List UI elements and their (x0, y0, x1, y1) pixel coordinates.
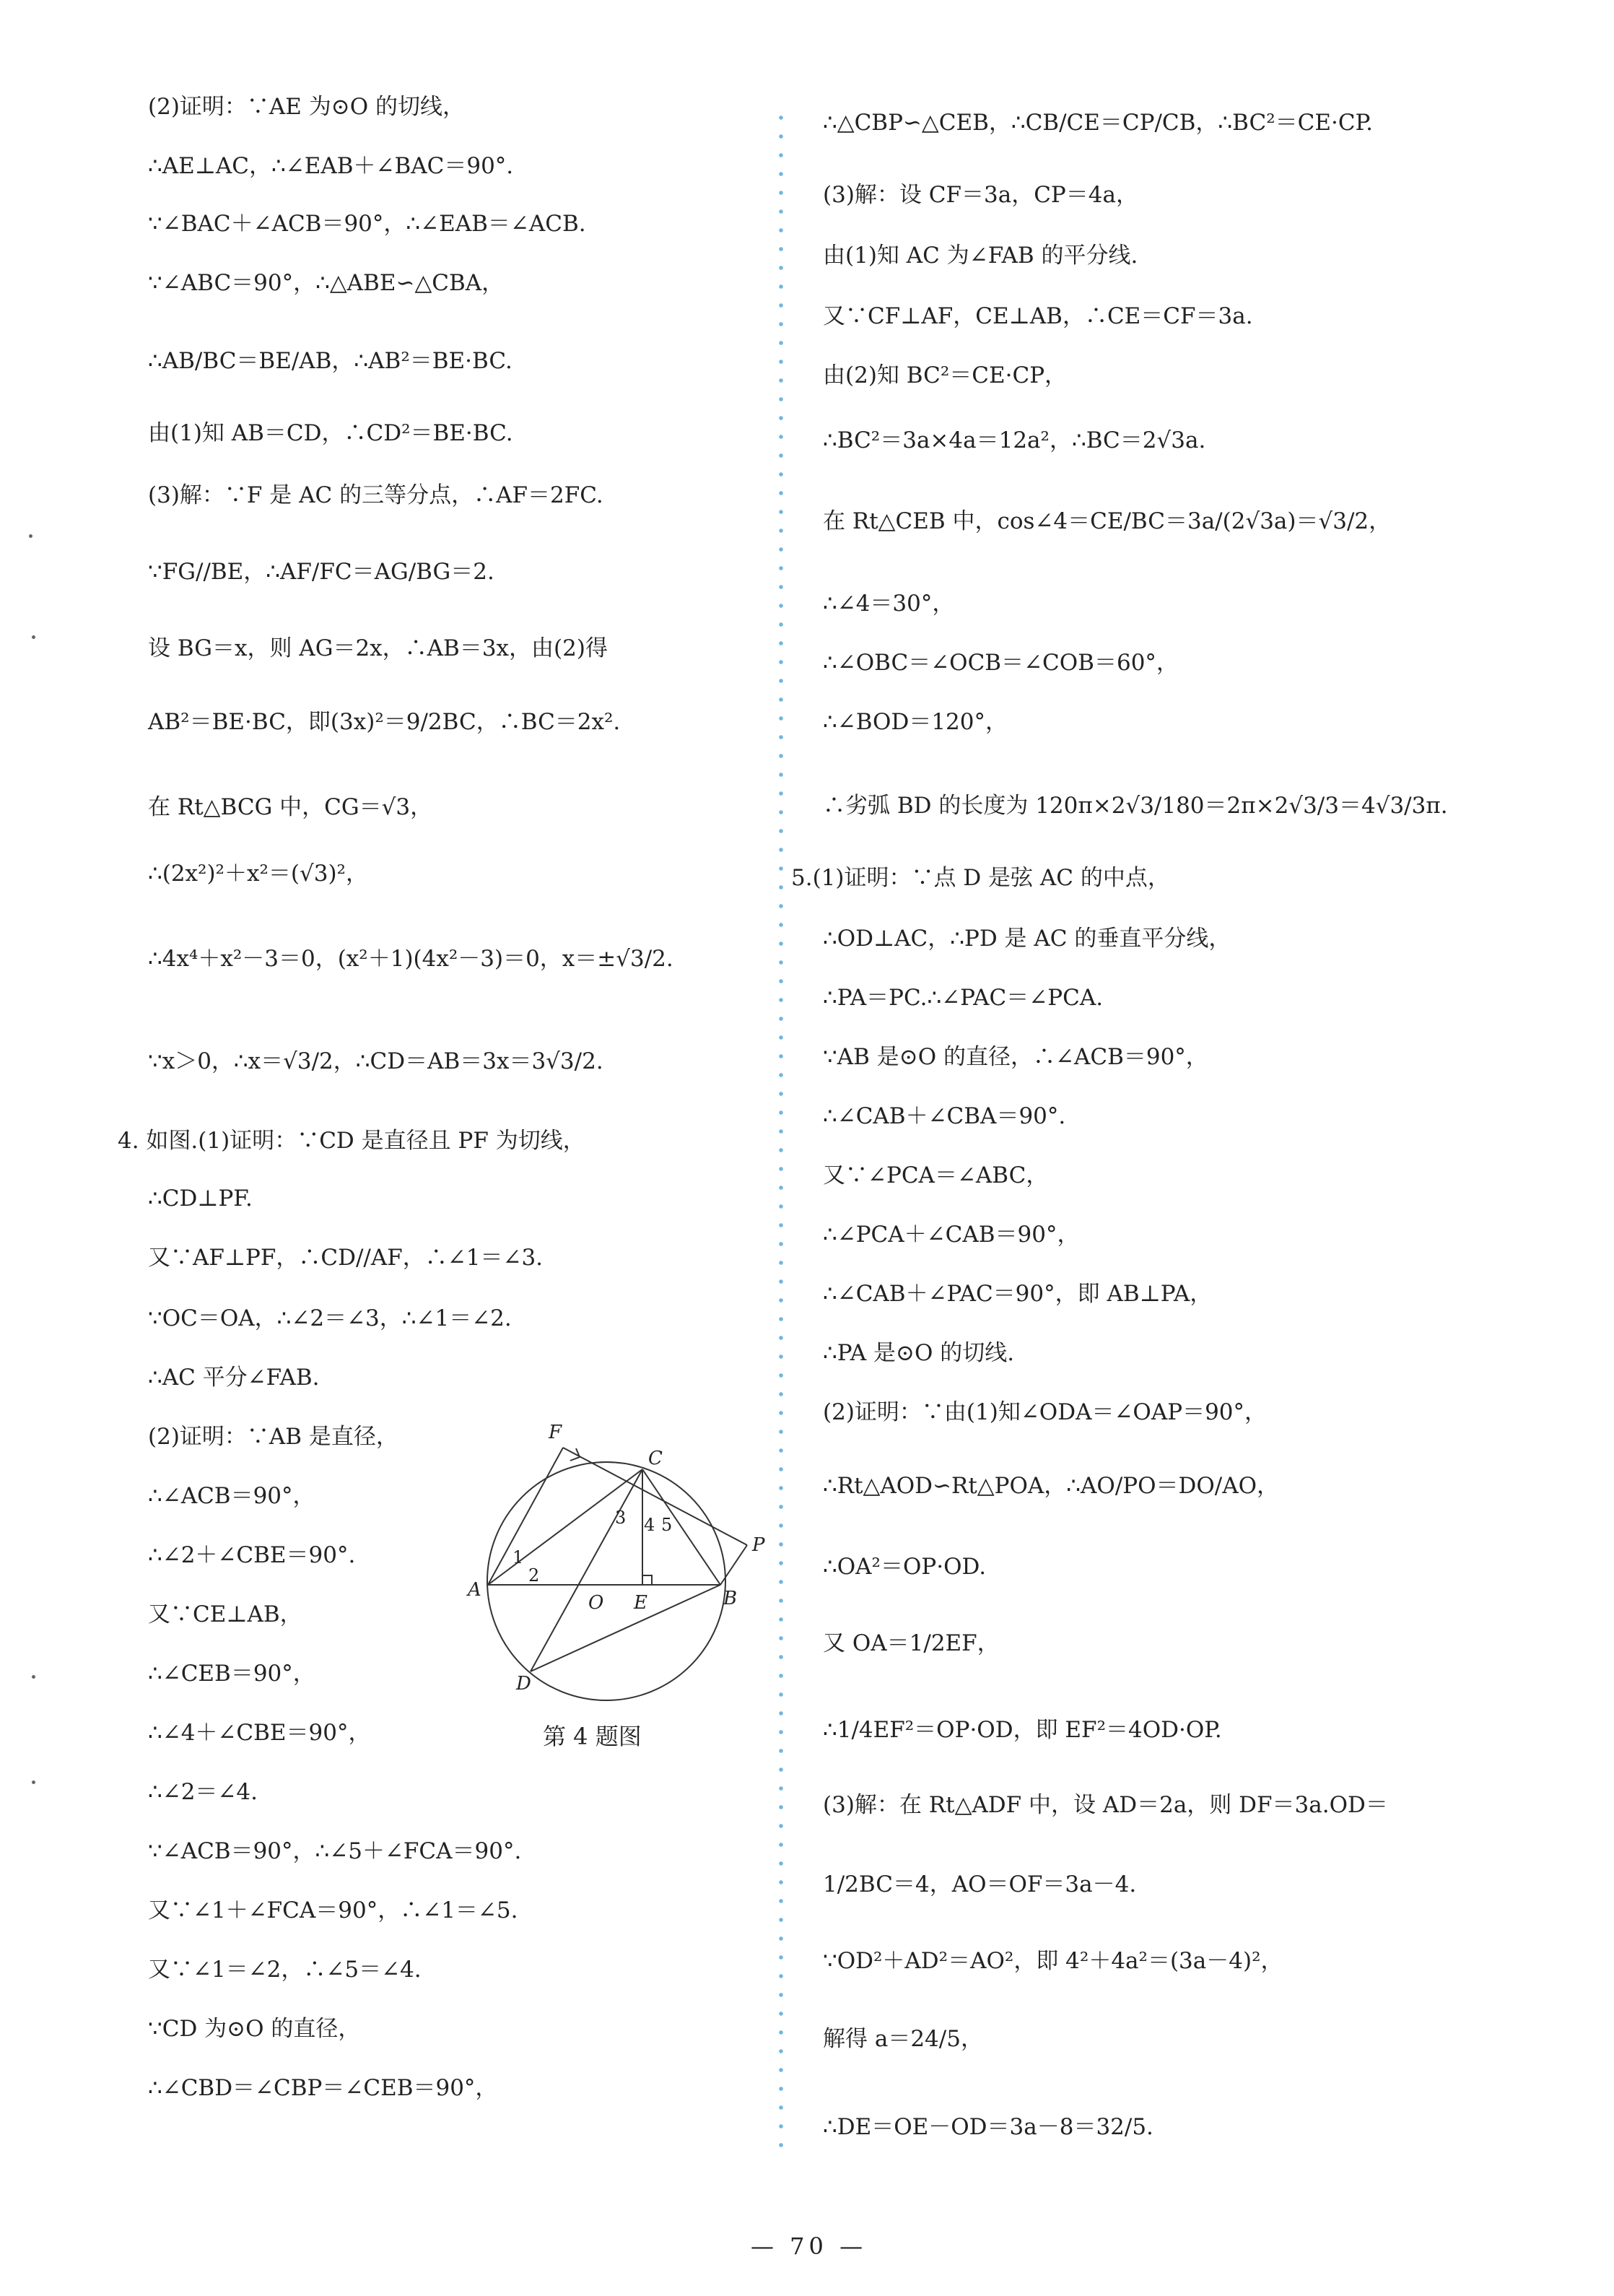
text-line: ∵AB 是⊙O 的直径，∴∠ACB＝90°， (823, 1044, 1208, 1070)
segment-af (488, 1448, 563, 1585)
text-line: ∴∠CAB＋∠PAC＝90°，即 AB⊥PA， (823, 1281, 1213, 1307)
text-line: ∴OA²＝OP·OD. (823, 1554, 987, 1580)
text-line: ∴1/4EF²＝OP·OD，即 EF²＝4OD·OP. (823, 1717, 1222, 1743)
text-line: ∵∠ACB＝90°，∴∠5＋∠FCA＝90°. (148, 1838, 522, 1864)
text-line: 又∵CF⊥AF，CE⊥AB，∴CE＝CF＝3a. (823, 303, 1253, 329)
scan-speck (29, 534, 32, 538)
text-line: (2)证明：∵由(1)知∠ODA＝∠OAP＝90°， (823, 1399, 1268, 1425)
text-line: (2)证明：∵AE 为⊙O 的切线， (148, 94, 466, 120)
label-p: P (752, 1534, 765, 1556)
label-angle-5: 5 (661, 1515, 673, 1535)
circle-o (487, 1462, 725, 1700)
text-line: ∴Rt△AOD∽Rt△POA，∴AO/PO＝DO/AO， (823, 1473, 1280, 1499)
text-line: ∵∠ABC＝90°，∴△ABE∽△CBA， (148, 270, 505, 296)
right-angle-e (642, 1575, 652, 1585)
text-line: 又∵∠1＋∠FCA＝90°，∴∠1＝∠5. (148, 1897, 518, 1923)
text-line: ∴△CBP∽△CEB，∴CB/CE＝CP/CB，∴BC²＝CE·CP. (823, 110, 1373, 136)
label-angle-1: 1 (512, 1547, 524, 1567)
text-line: 解得 a＝24/5， (823, 2026, 983, 2052)
label-b: B (723, 1588, 738, 1609)
text-line: ∴BC²＝3a×4a＝12a²，∴BC＝2√3a. (823, 427, 1206, 453)
text-line: ∴PA＝PC.∴∠PAC＝∠PCA. (823, 985, 1104, 1011)
text-line: ∴(2x²)²＋x²＝(√3)²， (148, 861, 368, 887)
text-line: ∴AE⊥AC，∴∠EAB＋∠BAC＝90°. (148, 153, 514, 179)
text-line: ∴PA 是⊙O 的切线. (823, 1340, 1015, 1366)
text-line: ∴∠PCA＋∠CAB＝90°， (823, 1222, 1080, 1248)
label-f: F (549, 1422, 562, 1443)
label-o: O (588, 1592, 604, 1614)
text-line: 又 OA＝1/2EF， (823, 1630, 1000, 1656)
text-line: 由(1)知 AB＝CD，∴CD²＝BE·BC. (148, 420, 513, 446)
column-separator (778, 108, 784, 2159)
label-angle-3: 3 (615, 1508, 627, 1528)
segment-cd (531, 1469, 642, 1671)
label-c: C (648, 1448, 663, 1469)
text-line: ∴∠CAB＋∠CBA＝90°. (823, 1103, 1066, 1129)
text-line: ∴AC 平分∠FAB. (148, 1365, 320, 1391)
text-line: ∴AB/BC＝BE/AB，∴AB²＝BE·BC. (148, 348, 512, 374)
text-line: ∵FG//BE，∴AF/FC＝AG/BG＝2. (148, 559, 494, 585)
text-line: 设 BG＝x，则 AG＝2x，∴AB＝3x，由(2)得 (148, 635, 608, 661)
text-line: (3)解：在 Rt△ADF 中，设 AD＝2a，则 DF＝3a.OD＝ (823, 1792, 1388, 1818)
text-line: ∴∠ACB＝90°， (148, 1483, 315, 1509)
text-line: ∴CD⊥PF. (148, 1186, 253, 1212)
text-line: ∴∠OBC＝∠OCB＝∠COB＝60°， (823, 650, 1179, 676)
text-line: ∴∠2＋∠CBE＝90°. (148, 1542, 356, 1568)
text-line: ∴∠BOD＝120°， (823, 709, 1008, 735)
text-line: 又∵∠PCA＝∠ABC， (823, 1162, 1049, 1188)
text-line: 又∵∠1＝∠2，∴∠5＝∠4. (148, 1957, 422, 1983)
text-line: (3)解：∵F 是 AC 的三等分点，∴AF＝2FC. (148, 482, 603, 508)
text-line: 1/2BC＝4，AO＝OF＝3a－4. (823, 1871, 1137, 1897)
label-angle-4: 4 (644, 1515, 655, 1535)
label-d: D (516, 1673, 531, 1695)
text-line: ∴∠2＝∠4. (148, 1779, 258, 1805)
figure-caption: 第 4 题图 (543, 1723, 642, 1750)
text-line: ∴劣弧 BD 的长度为 120π×2√3/180＝2π×2√3/3＝4√3/3π. (823, 793, 1448, 819)
text-line: 由(1)知 AC 为∠FAB 的平分线. (823, 243, 1138, 269)
text-line: 又∵CE⊥AB， (148, 1601, 302, 1627)
text-line: ∵CD 为⊙O 的直径， (148, 2016, 361, 2042)
text-line: ∴∠CEB＝90°， (148, 1661, 315, 1687)
text-line: (2)证明：∵AB 是直径， (148, 1424, 398, 1450)
text-line: ∵x＞0，∴x＝√3/2，∴CD＝AB＝3x＝3√3/2. (148, 1048, 603, 1074)
text-line: AB²＝BE·BC，即(3x)²＝9/2BC，∴BC＝2x². (148, 709, 621, 735)
scan-speck (32, 1780, 35, 1784)
text-line: ∵OD²＋AD²＝AO²，即 4²＋4a²＝(3a－4)²， (823, 1948, 1283, 1974)
text-line: ∴OD⊥AC，∴PD 是 AC 的垂直平分线， (823, 926, 1231, 952)
text-line: ∵∠BAC＋∠ACB＝90°，∴∠EAB＝∠ACB. (148, 211, 586, 237)
segment-db (531, 1585, 720, 1671)
text-line: 在 Rt△BCG 中，CG＝√3， (148, 794, 433, 820)
text-line: 在 Rt△CEB 中，cos∠4＝CE/BC＝3a/(2√3a)＝√3/2， (823, 508, 1392, 534)
text-line: ∴∠4＋∠CBE＝90°， (148, 1720, 371, 1746)
page-number: — 70 — (751, 2232, 868, 2260)
label-e: E (634, 1592, 647, 1614)
geometry-figure (462, 1422, 772, 1695)
text-line: ∴∠4＝30°， (823, 591, 955, 617)
text-line: (3)解：设 CF＝3a，CP＝4a， (823, 182, 1138, 208)
text-line: 又∵AF⊥PF，∴CD//AF，∴∠1＝∠3. (148, 1245, 544, 1271)
text-line: ∴DE＝OE－OD＝3a－8＝32/5. (823, 2114, 1153, 2140)
text-line: ∴4x⁴＋x²－3＝0，(x²＋1)(4x²－3)＝0，x＝±√3/2. (148, 946, 673, 972)
scan-speck (32, 1675, 35, 1679)
text-line: 由(2)知 BC²＝CE·CP， (823, 362, 1068, 388)
text-line: 5.(1)证明：∵点 D 是弦 AC 的中点， (791, 865, 1170, 891)
text-line: ∵OC＝OA，∴∠2＝∠3，∴∠1＝∠2. (148, 1305, 512, 1331)
text-line: 4. 如图.(1)证明：∵CD 是直径且 PF 为切线， (118, 1128, 585, 1154)
scan-speck (32, 635, 35, 639)
text-line: ∴∠CBD＝∠CBP＝∠CEB＝90°， (148, 2075, 498, 2101)
label-angle-2: 2 (528, 1565, 540, 1586)
label-a: A (468, 1579, 481, 1601)
